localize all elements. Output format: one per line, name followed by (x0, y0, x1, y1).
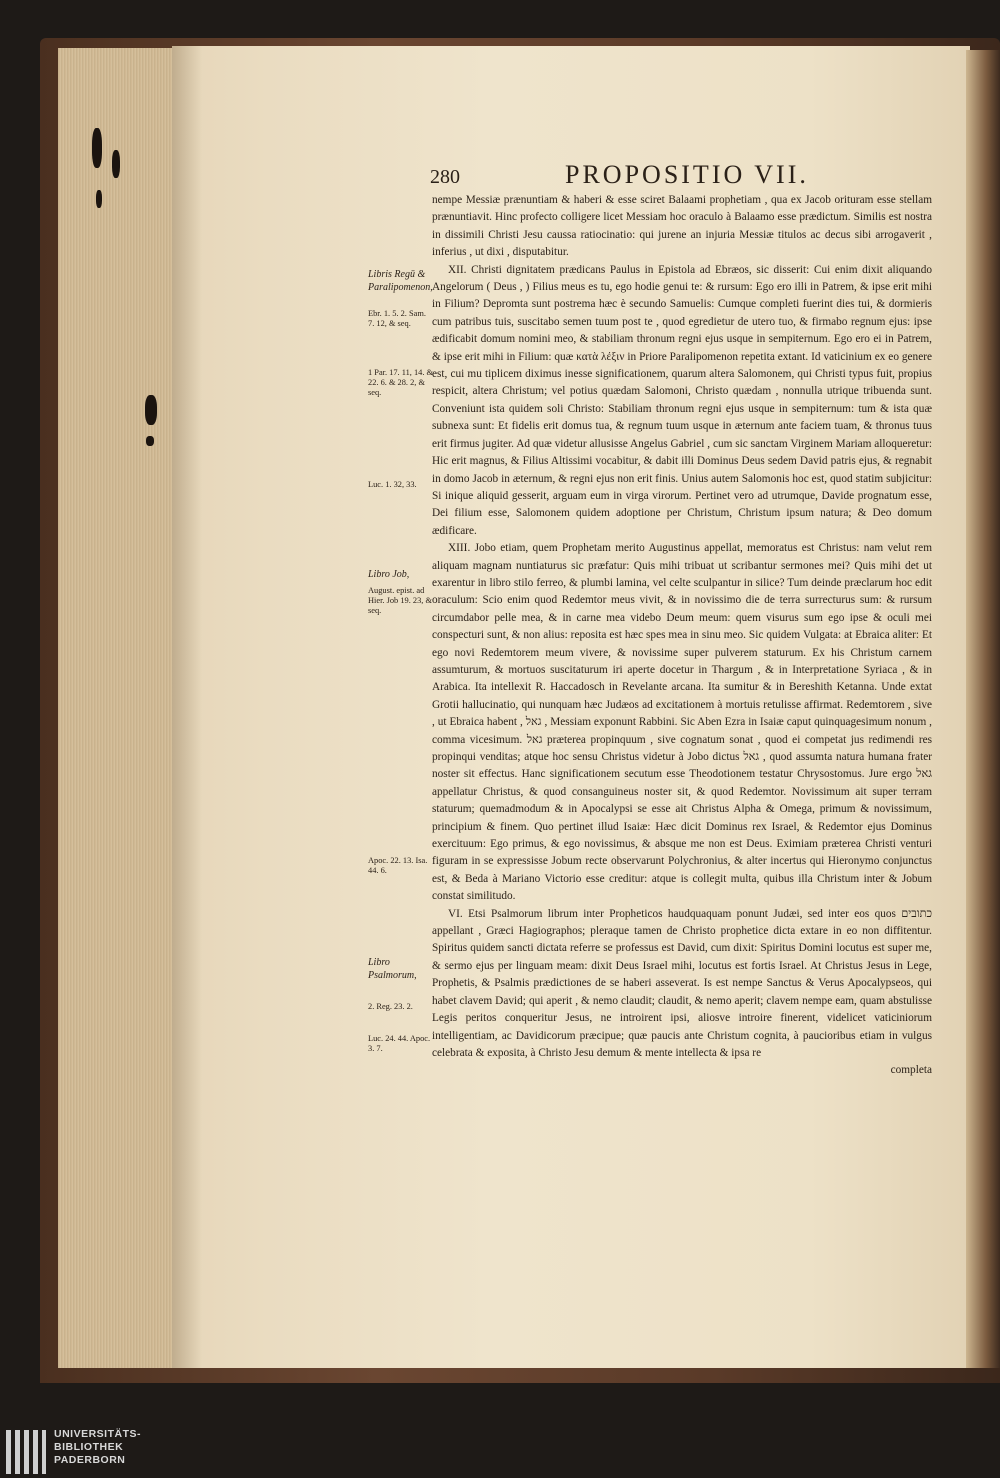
page-header (425, 160, 935, 194)
margin-note: 2. Reg. 23. 2. (368, 1002, 413, 1011)
margin-note: Libris Regū & Paralipomenon, (368, 269, 433, 293)
logo-mark-icon (6, 1430, 46, 1474)
ink-stain (112, 150, 120, 178)
paragraph: nempe Messiæ prænuntiam & haberi & esse sciret Balaami prophetiam , qua ex Jacob orituram esse stellam prænuntiavit. Hinc profecto colligere licet Messiam hoc oraculo à Balaamo esse prædictum. Similis est nostra in dissimili Christi Jesu caussa ratiocinatio: qui jurene an injuria Messiæ titulos ac decus sibi arrogaverit , inferius , ut dixi , disputabitur. (432, 194, 932, 259)
catchword: completa (890, 1064, 932, 1077)
margin-note: Apoc. 22. 13. Isa. 44. 6. (368, 856, 428, 876)
ink-stain (146, 436, 154, 446)
library-name-line: BIBLIOTHEK (54, 1441, 124, 1453)
ink-stain (145, 395, 157, 425)
paragraph: XIII. Jobo etiam, quem Prophetam merito Augustinus appellat, memoratus est Christus: nam velut rem aliquam magnam nuntiaturus sic præfatur: Quis mihi tribuat ut scribantur sermones mei? Quis mihi det ut exarentur in libro stilo ferreo, & plumbi lamina, vel celte sculpantur in silice? Tum deinde præclarum hoc edit oraculum: Scio enim quod Redemtor meus vivit, & in novissimo die de terra surrecturus sum: & rursum circumdabor pelle mea, & in carne mea videbo Deum meum: quem visurus sum ego ipse & oculi mei conspecturi sunt, & non alius: reposita est hæc spes mea in sinu meo. Sic quidem Vulgata: at Ebraica aliter: Et ego novi Redemtorem meum vivere, & novissime super pulverem staturum. Ex his Christum carnem assumturum, & mortuos suscitaturum iri aperte docetur in Thargum , & in Interpretatione Syriaca , & in Arabica. Ita intellexit R. Haccadosch in Revelante arcana. Ita sumitur & in Bereshith Ketanna. Unde extat Grotii hallucinatio, qui nunquam hæc Judæos ad excitationem à mortuis retulisse affirmat. Redemtorem , sive , ut Ebraica habent , גאל , Messiam exponunt Rabbini. Sic Aben Ezra in Isaiæ caput quinquagesimum nonum , comma vicesimum. גאל præterea propinquum , sive cognatum sonat , quod ei competat jus redimendi res propinqui venditas; atque hoc sensu Christus videtur à Jobo dictus גאל , quod assumta natura humana frater noster sit effectus. Hanc significationem secutum esse Theodotionem testatur Chrysostomus. Jure ergo גאל appellatur Christus, & quod consanguineus noster sit, & quod Redemtor. Novissimum ait super terram staturum; quemadmodum & in Apocalypsi se esse ait Christus Alpha & Omega, primum & novissimum, principium & finem. Quo pertinet illud Isaiæ: Hæc dicit Dominus rex Israel, & Redemtor ejus Dominus exercituum: Ego primus, & ego novissimus, & absque me non est Deus. Eximiam præterea Christi venturi figuram in se expressisse Jobum recte observarunt Polychronius, & alter incertus qui Hieronymo conjunctus est, & Beda à Mariano Victorio esse creditur: atque is collegit multa, quibus illa Christum inter & Jobum constat similitudo. (432, 542, 933, 903)
paragraph: XII. Christi dignitatem prædicans Paulus in Epistola ad Ebræos, sic disserit: Cui enim dixit aliquando Angelorum ( Deus , ) Filius meus es tu, ego hodie genui te: & rursum: Ego ero illi in Patrem, & ipse erit mihi in Filium? Depromta sunt postrema hæc è secundo Samuelis: Cumque completi fuerint dies tui, & dormieris cum patribus tuis, suscitabo semen tuum post te , quod egredietur de utero tuo, & firmabo regnum ejus: ipse ædificabit domum nomini meo, & stabiliam thronum regni ejus usque in sempiternum. Ego ero ei in Patrem, & ipse erit mihi in Filium: quæ κατὰ λέξιν in Priore Paralipomenon repetita extant. Id vaticinium ex eo genere est, cui mu tiplicem diximus inesse significationem, quarum altera Salomonem, qui Christi typus fuit, propius respicit, altera Christum; vel potius quædam Salomoni, Christo quædam , nonnulla utrique tribuenda sunt. Conveniunt ista quidem soli Christo: Stabiliam thronum regni ejus usque in sempiternum: tum & ista quæ subnexa sunt: Et fidelis erit domus tua, & regnum tuum usque in æternum ante faciem tuam, & thronus tuus erit firmus jugiter. Ad quæ videtur allusisse Angelus Gabriel , cum sic sanctam Virginem Mariam alloqueretur: Hic erit magnus, & Filius Altissimi vocabitur, & dabit illi Dominus Deus sedem David patris ejus, & regnabit in domo Jacob in æternum, & regni ejus non erit finis. Unius autem Salomonis hoc est, quod statim subjicitur: Si inique aliquid gesserit, arguam eum in virga virorum. Pertinet vero ad utrumque, Davide prognatum esse, Dei filium esse, Salomonem quidem adoptione per Christum, Christum ipsum natura; & Deo domum ædificare. (432, 263, 932, 537)
margin-note: 1 Par. 17. 11, 14. & 22. 6. & 28. 2, & seq. (368, 368, 434, 398)
facing-page-edge (966, 50, 1000, 1368)
margin-note: Luc. 1. 32, 33. (368, 480, 417, 489)
library-logo (0, 1426, 160, 1478)
margin-note: Libro Psalmorum, (368, 957, 417, 981)
body-text (432, 192, 932, 1080)
library-name-line: PADERBORN (54, 1454, 126, 1466)
ink-stain (96, 190, 102, 208)
running-title: PROPOSITIO VII. (565, 160, 809, 189)
page-edges (58, 48, 178, 1368)
margin-note: August. epist. ad Hier. Job 19. 23, & seq. (368, 586, 432, 616)
margin-note: Libro Job, (368, 569, 410, 580)
ink-stain (92, 128, 102, 168)
library-name-line: UNIVERSITÄTS- (54, 1428, 142, 1440)
paragraph: VI. Etsi Psalmorum librum inter Propheticos haudquaquam ponunt Judæi, sed inter eos quos כתובים appellant , Græci Hagiographos; pleraque tamen de Christo prophetice dicta extare in eo non diffitentur. Spiritus quidem sancti dictata referre se professus est David, cum dixit: Spiritus Domini locutus est super me, & sermo ejus per linguam meam: dixit Deus Israel mihi, locutus est fortis Israel. At Christus Jesus in Lege, Prophetis, & Psalmis prædictiones de se haberi asseverat. Is est nempe Sanctus & Verus Apocalypseos, qui habet clavem David; qui aperit , & nemo claudit; claudit, & nemo aperit; clavem nempe eam, quam abstulisse Legis peritos conqueritur Jesus, ne introirent ipsi, aliosve introire finerent, videlicet vaticiniorum intelligentiam, ac Davidicorum præcipue; quæ paucis ante Christum cognita, à paucioribus etiam in vulgus celebrata & exposita, à Christo Jesu demum & mente intellecta & ipsa re (432, 907, 932, 1059)
library-name (54, 1428, 141, 1467)
margin-note: Ebr. 1. 5. 2. Sam. 7. 12, & seq. (368, 309, 426, 329)
page-number: 280 (430, 166, 460, 188)
page-gutter-shadow (172, 46, 202, 1368)
margin-note: Luc. 24. 44. Apoc. 3. 7. (368, 1034, 431, 1054)
